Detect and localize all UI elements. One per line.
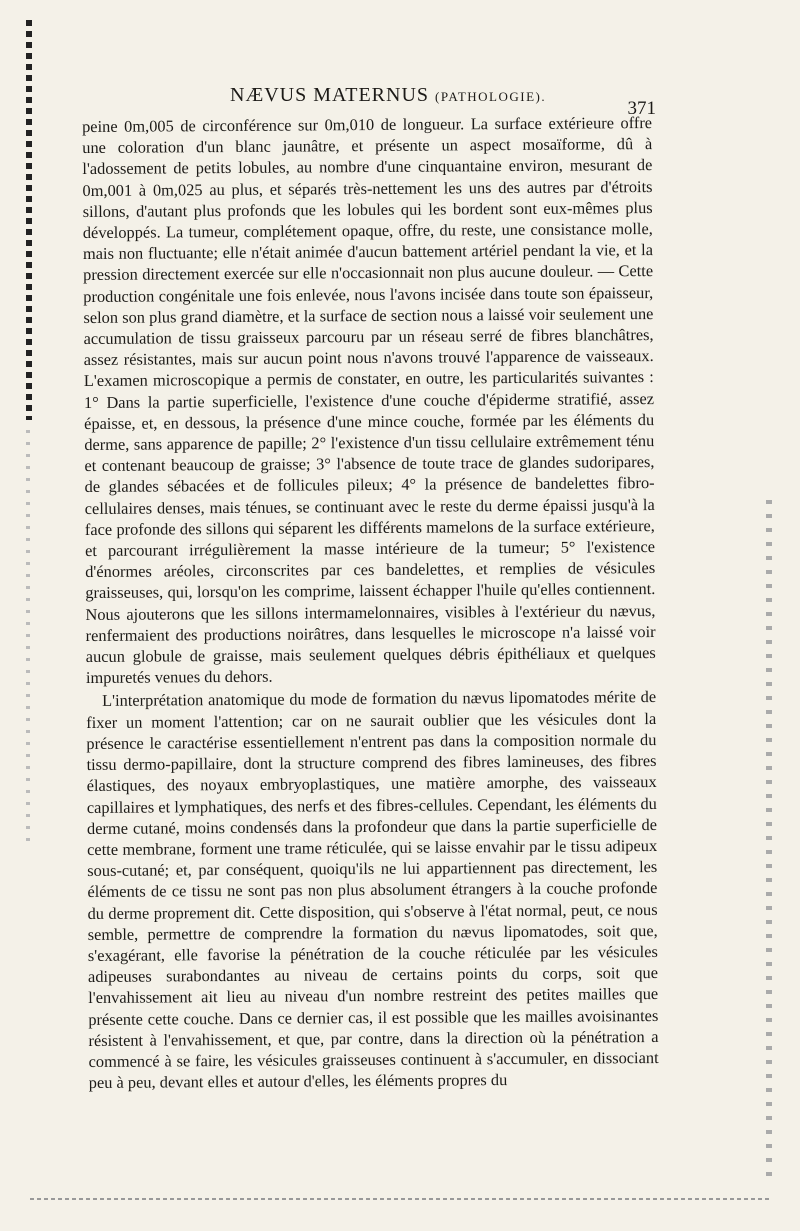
scan-edge-right (766, 500, 772, 1180)
running-header (230, 84, 650, 107)
header-title: NÆVUS MATERNUS (230, 84, 430, 106)
scan-edge-left (26, 20, 32, 420)
paragraph-1: peine 0m,005 de circonférence sur 0m,010 de longueur. La surface extérieure offre une coloration d'un blanc jaunâtre, et présente un aspect mosaïforme, dû à l'adossement de petits lobules, au nombre d'une cinquantaine environ, mesurant de 0m,001 à 0m,025 au plus, et séparés très-nettement les uns des autres par d'étroits sillons, d'autant plus profonds que les lobules qui les bordent sont eux-mêmes plus développés. La tumeur, complétement opaque, offre, du reste, une consistance molle, mais non fluctuante; elle n'était animée d'aucun battement artériel pendant la vie, et la pression directement exercée sur elle n'occasionnait non plus aucune douleur. — Cette production congénitale une fois enlevée, nous l'avons incisée dans toute son épaisseur, selon son plus grand diamètre, et la surface de section nous a laissé voir seulement une accumulation de tissu graisseux parcouru par un réseau serré de fibres blanchâtres, assez résistantes, mais sur aucun point nous n'avons trouvé l'apparence de vaisseaux. L'examen microscopique a permis de constater, en outre, les particularités suivantes : 1° Dans la partie superficielle, l'existence d'une couche d'épiderme stratifié, assez épaisse, et, en dessous, la présence d'une mince couche, formée par les éléments du derme, sans apparence de papille; 2° l'existence d'un tissu cellulaire extrêmement ténu et contenant beaucoup de graisse; 3° l'absence de toute trace de glandes sudoripares, de glandes sébacées et de follicules pileux; 4° la présence de bandelettes fibro-cellulaires denses, mais ténues, se continuant avec le reste du derme épaissi jusqu'à la face profonde des sillons qui séparent les différents mamelons de la surface extérieure, et parcourant irrégulièrement la masse intérieure de la tumeur; 5° l'existence d'énormes aréoles, circonscrites par ces bandelettes, et remplies de vésicules graisseuses, qui, lorsqu'on les comprime, laissent échapper l'huile qu'elles contiennent. Nous ajouterons que les sillons intermamelonnaires, visibles à l'extérieur du nævus, renfermaient des productions noirâtres, dans lesquelles le microscope n'a laissé voir aucun globule de graisse, mais seulement quelques débris épithéliaux et quelques impuretés venues du dehors. (82, 113, 656, 688)
page-number: 371 (627, 98, 656, 119)
bottom-edge (30, 1198, 770, 1200)
paragraph-2: L'interprétation anatomique du mode de formation du nævus lipomatodes mérite de fixer un moment l'attention; car on ne saurait oublier que les vésicules dont la présence le caractérise essentiellement n'entrent pas dans la composition normale du tissu dermo-papillaire, dont la structure comprend des fibres lamineuses, des fibres élastiques, des noyaux embryoplastiques, une matière amorphe, des vaisseaux capillaires et lymphatiques, des nerfs et des fibres-cellules. Cependant, les éléments du derme cutané, moins condensés dans la profondeur que dans la partie superficielle de cette membrane, forment une trame réticulée, qui se laisse envahir par le tissu adipeux sous-cutané; et, par conséquent, quoiqu'ils ne lui appartiennent pas directement, les éléments de ce tissu ne sont pas non plus absolument étrangers à la couche profonde du derme proprement dit. Cette disposition, qui s'observe à l'état normal, peut, ce nous semble, permettre de comprendre la formation du nævus lipomatodes, soit que, s'exagérant, elle favorise la pénétration de la couche réticulée par les vésicules adipeuses surabondantes au niveau de certains points du corps, soit que l'envahissement ait lieu au niveau d'un nombre restreint des petites mailles que présente cette couche. Dans ce dernier cas, il est possible que les mailles avoisinantes résistent à l'envahissement, et que, par contre, dans la direction où la pénétration a commencé à se faire, les vésicules graisseuses continuent à s'accumuler, en dissociant peu à peu, devant elles et autour d'elles, les éléments propres du (86, 687, 659, 1093)
scan-edge-left-lower (26, 430, 30, 850)
header-section: (PATHOLOGIE). (435, 89, 547, 104)
text-body (82, 112, 659, 1093)
